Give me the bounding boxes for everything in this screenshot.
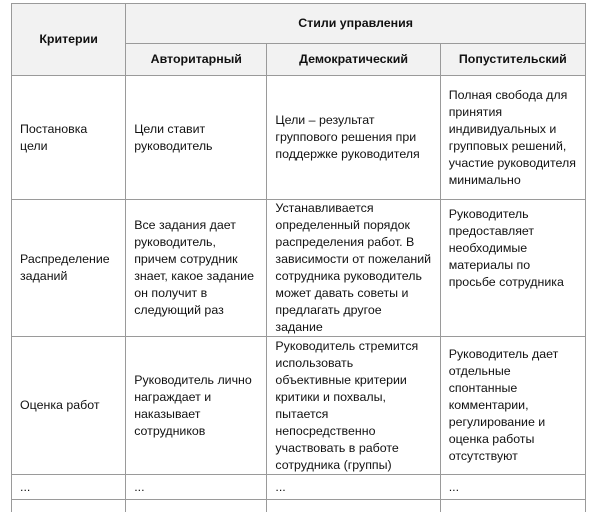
empty-cell: [126, 500, 267, 512]
management-styles-table: [11, 3, 586, 512]
democratic-cell: Цели – результат группового решения при поддержке руководителя: [267, 76, 440, 200]
empty-cell: [440, 500, 585, 512]
criterion-cell: ...: [12, 475, 126, 500]
permissive-cell: Руководитель предоставляет необходимые материалы по просьбе сотрудника: [440, 200, 585, 337]
empty-cell: [12, 500, 126, 512]
criteria-header: Критерии: [12, 4, 126, 76]
criterion-cell: Оценка работ: [12, 337, 126, 475]
criterion-cell: Распределение заданий: [12, 200, 126, 337]
style-header-democratic: Демократический: [267, 44, 440, 76]
authoritarian-cell: Цели ставит руководитель: [126, 76, 267, 200]
table-row: [12, 200, 586, 337]
header-row-top: [12, 4, 586, 44]
authoritarian-cell: Руководитель лично награждает и наказывает сотрудников: [126, 337, 267, 475]
table-row: [12, 76, 586, 200]
table-row-truncated: [12, 500, 586, 512]
authoritarian-cell: Все задания дает руководитель, причем сотрудник знает, какое задание он получит в следующий раз: [126, 200, 267, 337]
styles-group-header: Стили управления: [126, 4, 586, 44]
permissive-cell: Руководитель дает отдельные спонтанные комментарии, регулирование и оценка работы отсутствуют: [440, 337, 585, 475]
table-row: [12, 475, 586, 500]
democratic-cell: ...: [267, 475, 440, 500]
empty-cell: [267, 500, 440, 512]
management-styles-table-container: [11, 3, 586, 512]
democratic-cell: Устанавливается определенный порядок распределения работ. В зависимости от пожеланий сотрудника руководитель может давать советы и предлагать другое задание: [267, 200, 440, 337]
table-row: [12, 337, 586, 475]
democratic-cell: Руководитель стремится использовать объективные критерии критики и похвалы, пытается непосредственно участвовать в работе сотрудника (группы): [267, 337, 440, 475]
style-header-authoritarian: Авторитарный: [126, 44, 267, 76]
criterion-cell: Постановка цели: [12, 76, 126, 200]
style-header-permissive: Попустительский: [440, 44, 585, 76]
permissive-cell: ...: [440, 475, 585, 500]
permissive-cell: Полная свобода для принятия индивидуальных и групповых решений, участие руководителя минимально: [440, 76, 585, 200]
authoritarian-cell: ...: [126, 475, 267, 500]
